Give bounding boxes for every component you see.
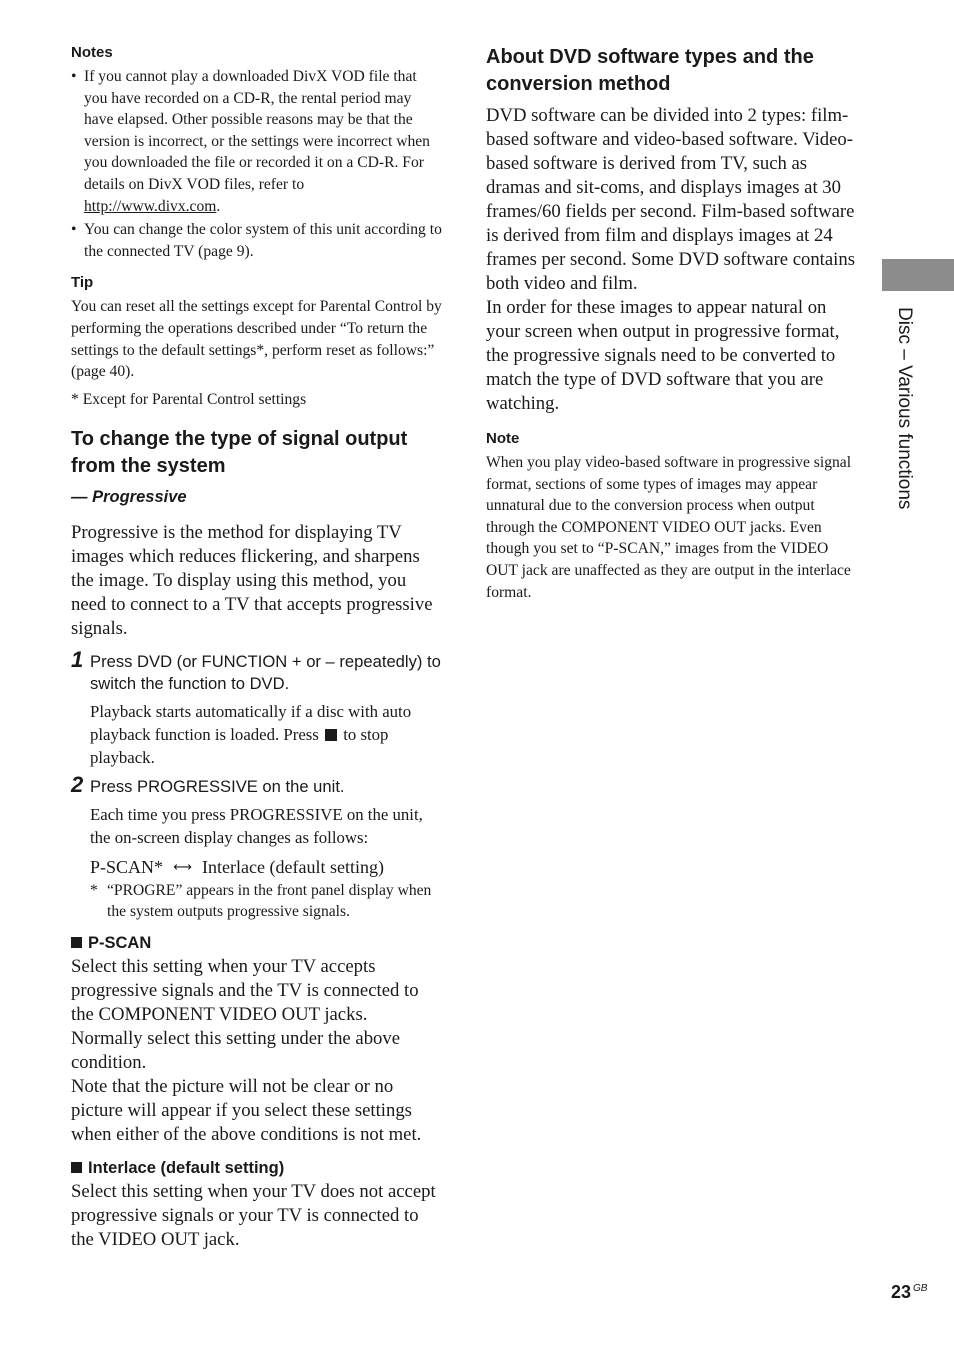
step-1 — [71, 647, 443, 769]
left-column — [71, 44, 443, 1252]
page-number — [891, 1282, 927, 1303]
stop-square-icon — [325, 729, 337, 741]
note-text: When you play video-based software in progressive signal format, sections of some types of images may appear unnatural due to the conversion process when output through the COMPONENT VIDEO OUT jacks. Even though you set to “P-SCAN,” images from the VIDEO OUT jack are unaffected as they are output in the interlace format. — [486, 454, 852, 601]
step-body: Each time you press PROGRESSIVE on the unit, the on-screen display changes as follows: — [90, 805, 423, 848]
note-item — [71, 66, 443, 217]
progressive-section — [71, 426, 443, 1252]
note-block — [486, 430, 858, 603]
pscan-text: Select this setting when your TV accepts progressive signals and the TV is connected to the COMPONENT VIDEO OUT jacks. Normally select this setting under the above condition. — [71, 956, 419, 1074]
notes-block — [71, 44, 443, 262]
note-label: Note — [486, 430, 520, 447]
page-suffix: GB — [913, 1283, 928, 1294]
section-intro: Progressive is the method for displaying TV images which reduces flickering, and sharpens the image. To display using this method, you need to connect to a TV that accepts progressive signals. — [71, 522, 433, 640]
notes-label: Notes — [71, 44, 113, 61]
divx-link[interactable]: http://www.divx.com — [84, 197, 217, 215]
section-heading: About DVD software types and the conversion method — [486, 46, 814, 95]
note-text: If you cannot play a downloaded DivX VOD file that you have recorded on a CD-R, the rental period may have elapsed. Other possible reasons may be that the version is incorrect, or the settings were incorrect when you downloaded the file or recorded it on a CD-R. For details on DivX VOD files, refer to — [84, 68, 430, 193]
interlace-block — [71, 1159, 443, 1252]
note-item: • You can change the color system of this unit according to the connected TV (page 9). — [71, 219, 443, 262]
section-tab-marker — [882, 259, 954, 291]
mode-cycle — [90, 857, 443, 878]
footnote-star: * — [90, 882, 98, 900]
pscan-block — [71, 934, 443, 1147]
note-text-end: . — [216, 197, 221, 215]
pscan-text-2: Note that the picture will not be clear or no picture will appear if you select these settings when either of the above conditions is not met. — [71, 1076, 422, 1146]
conversion-paragraph: In order for these images to appear natural on your screen when output in progressive format, the progressive signals need to be converted to match the type of DVD software that you are watching. — [486, 297, 840, 414]
dvd-types-paragraph: DVD software can be divided into 2 types: film-based software and video-based software. Video-based software is derived from TV, such as dramas and sit-coms, and displays images at 30 frames/60 fields per second. Film-based software is derived from film and displays images at 24 frames per second. Some DVD software contains both video and film. — [486, 105, 855, 294]
double-arrow-icon: ⟷ — [173, 860, 192, 876]
interlace-heading — [71, 1159, 443, 1178]
side-tab — [885, 307, 925, 547]
tip-text: You can reset all the settings except for Parental Control by performing the operations described under “To return the settings to the default settings*, perform reset as follows:” (page 40). — [71, 298, 442, 381]
pscan-heading — [71, 934, 443, 953]
interlace-text: Select this setting when your TV does not accept progressive signals or your TV is connected to the VIDEO OUT jack. — [71, 1181, 436, 1251]
step-number: 1 — [71, 647, 84, 673]
right-column — [486, 44, 858, 603]
step-2 — [71, 772, 443, 922]
square-bullet-icon — [71, 1162, 82, 1173]
mode-option-pscan: P-SCAN* — [90, 857, 164, 878]
step-instruction: Press DVD (or FUNCTION + or – repeatedly) to switch the function to DVD. — [90, 652, 441, 694]
step-body-text-end: to stop playback. — [90, 725, 389, 768]
mode-option-interlace: Interlace (default setting) — [202, 857, 384, 878]
section-heading: To change the type of signal output from the system — [71, 428, 408, 478]
step-number: 2 — [71, 772, 84, 798]
tip-block — [71, 274, 443, 410]
footnote-text: “PROGRE” appears in the front panel display when the system outputs progressive signals. — [107, 882, 432, 921]
tip-label: Tip — [71, 274, 94, 292]
step-instruction: Press PROGRESSIVE on the unit. — [90, 777, 345, 797]
side-tab-label: Disc – Various functions — [894, 307, 915, 510]
interlace-title: Interlace (default setting) — [88, 1159, 285, 1178]
step-footnote — [90, 880, 443, 922]
notes-list — [71, 66, 443, 262]
pscan-title: P-SCAN — [88, 934, 152, 953]
page-number-value: 23 — [891, 1282, 912, 1302]
step-body — [90, 700, 443, 769]
square-bullet-icon — [71, 937, 82, 948]
tip-footnote: * Except for Parental Control settings — [71, 390, 307, 408]
section-subheading: — Progressive — [71, 488, 187, 507]
step-body-text: Playback starts automatically if a disc with auto playback function is loaded. Press — [90, 702, 412, 745]
